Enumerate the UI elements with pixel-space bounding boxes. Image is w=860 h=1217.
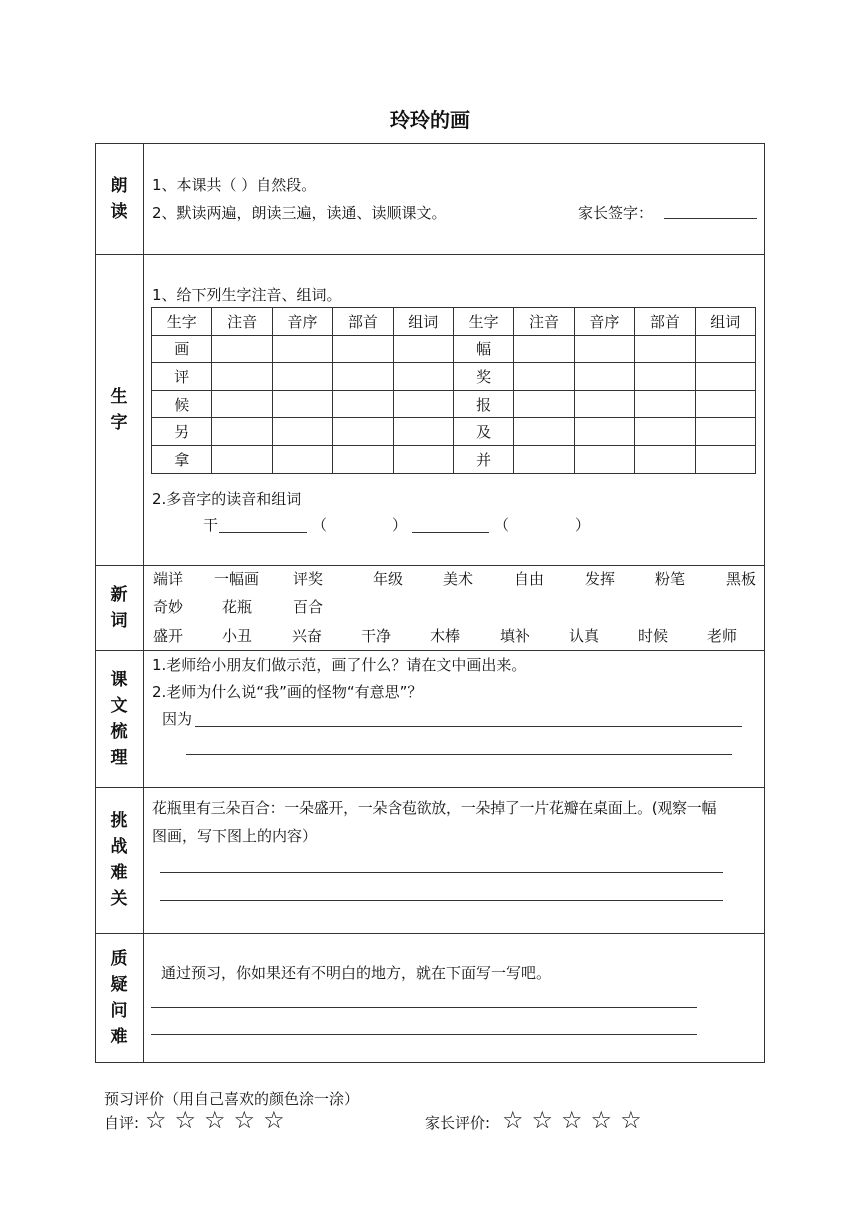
new-word: 一幅画 <box>214 570 260 588</box>
new-word: 自由 <box>514 570 545 588</box>
answer-cell[interactable] <box>695 390 755 418</box>
new-word: 美术 <box>443 570 474 588</box>
answer-line[interactable] <box>151 1007 697 1008</box>
paren-close: ） <box>575 516 591 534</box>
table-header-cell: 音序 <box>272 308 332 336</box>
answer-cell[interactable] <box>393 390 453 418</box>
answer-line[interactable] <box>160 872 723 873</box>
section-label-new-words: 新词 <box>110 584 128 631</box>
answer-cell[interactable] <box>695 335 755 363</box>
worksheet-frame <box>95 143 765 1063</box>
evaluation-title: 预习评价（用自己喜欢的颜色涂一涂） <box>104 1090 360 1108</box>
new-word: 老师 <box>707 627 738 645</box>
row-divider <box>95 650 765 651</box>
answer-cell[interactable] <box>635 418 695 446</box>
answer-line[interactable] <box>195 726 742 727</box>
new-word: 盛开 <box>153 627 184 645</box>
answer-cell[interactable] <box>695 418 755 446</box>
section-label-text-review: 课文梳理 <box>110 669 128 768</box>
character-cell: 幅 <box>453 335 513 363</box>
questions-prompt: 通过预习，你如果还有不明白的地方，就在下面写一写吧。 <box>161 964 552 982</box>
characters-instruction: 1、给下列生字注音、组词。 <box>152 286 342 304</box>
answer-cell[interactable] <box>333 445 393 473</box>
table-header-cell: 音序 <box>574 308 634 336</box>
answer-cell[interactable] <box>574 418 634 446</box>
answer-line[interactable] <box>160 900 723 901</box>
parent-evaluation-label: 家长评价: <box>425 1114 491 1132</box>
character-cell: 评 <box>152 363 212 391</box>
character-cell: 报 <box>453 390 513 418</box>
row-divider <box>95 254 765 255</box>
table-row <box>152 445 756 473</box>
polyphone-answer-line[interactable] <box>412 532 489 533</box>
new-word: 评奖 <box>293 570 324 588</box>
new-word: 小丑 <box>222 627 253 645</box>
reading-instruction: 2、默读两遍，朗读三遍，读通、读顺课文。 <box>152 204 447 222</box>
section-label-challenge: 挑战难关 <box>110 811 128 909</box>
table-row <box>152 335 756 363</box>
answer-line[interactable] <box>151 1034 697 1035</box>
row-divider <box>95 565 765 566</box>
answer-cell[interactable] <box>212 335 272 363</box>
page-title: 玲玲的画 <box>390 108 470 132</box>
parent-rating-stars[interactable]: ☆☆☆☆☆ <box>502 1106 650 1134</box>
answer-cell[interactable] <box>272 390 332 418</box>
answer-cell[interactable] <box>514 445 574 473</box>
table-header-cell: 部首 <box>635 308 695 336</box>
section-label-characters: 生字 <box>110 386 128 433</box>
answer-cell[interactable] <box>514 418 574 446</box>
review-question-2: 2.老师为什么说“我”画的怪物“有意思”？ <box>152 683 423 701</box>
answer-cell[interactable] <box>514 390 574 418</box>
answer-cell[interactable] <box>635 445 695 473</box>
character-cell: 奖 <box>453 363 513 391</box>
table-header-cell: 注音 <box>514 308 574 336</box>
new-word: 填补 <box>500 627 531 645</box>
table-header-cell: 注音 <box>212 308 272 336</box>
new-word: 干净 <box>361 627 392 645</box>
challenge-text-line2: 图画，写下图上的内容） <box>152 827 318 845</box>
answer-cell[interactable] <box>212 445 272 473</box>
label-column-divider <box>143 143 144 1063</box>
new-word: 黑板 <box>726 570 757 588</box>
new-word: 奇妙 <box>153 598 184 616</box>
answer-cell[interactable] <box>635 390 695 418</box>
character-cell: 画 <box>152 335 212 363</box>
answer-cell[interactable] <box>393 445 453 473</box>
self-rating-stars[interactable]: ☆☆☆☆☆ <box>145 1106 293 1134</box>
paren-open: （ <box>494 516 510 534</box>
table-header-row <box>152 308 756 336</box>
row-divider <box>95 787 765 788</box>
answer-cell[interactable] <box>574 335 634 363</box>
characters-table <box>151 307 756 474</box>
answer-cell[interactable] <box>514 363 574 391</box>
answer-cell[interactable] <box>574 445 634 473</box>
new-word: 年级 <box>373 570 404 588</box>
character-cell: 并 <box>453 445 513 473</box>
answer-cell[interactable] <box>635 363 695 391</box>
answer-cell[interactable] <box>272 445 332 473</box>
new-word: 兴奋 <box>292 627 323 645</box>
polyphone-title: 2.多音字的读音和组词 <box>152 490 302 508</box>
new-word: 粉笔 <box>655 570 686 588</box>
row-divider <box>95 933 765 934</box>
character-cell: 另 <box>152 418 212 446</box>
answer-cell[interactable] <box>514 335 574 363</box>
character-cell: 及 <box>453 418 513 446</box>
answer-cell[interactable] <box>695 363 755 391</box>
answer-cell[interactable] <box>393 363 453 391</box>
table-header-cell: 组词 <box>695 308 755 336</box>
answer-cell[interactable] <box>393 418 453 446</box>
polyphone-character: 干 <box>203 516 219 534</box>
parent-sign-line[interactable] <box>664 218 757 219</box>
new-word: 百合 <box>293 598 324 616</box>
answer-cell[interactable] <box>393 335 453 363</box>
answer-cell[interactable] <box>333 418 393 446</box>
table-header-cell: 部首 <box>333 308 393 336</box>
table-row <box>152 363 756 391</box>
table-row <box>152 390 756 418</box>
section-label-questions: 质疑问难 <box>110 949 128 1047</box>
table-row <box>152 418 756 446</box>
new-word: 木棒 <box>430 627 461 645</box>
table-header-cell: 组词 <box>393 308 453 336</box>
answer-cell[interactable] <box>212 363 272 391</box>
answer-line[interactable] <box>186 754 732 755</box>
new-word: 时候 <box>638 627 669 645</box>
answer-cell[interactable] <box>695 445 755 473</box>
answer-cell[interactable] <box>272 418 332 446</box>
new-word: 发挥 <box>585 570 616 588</box>
answer-cell[interactable] <box>212 418 272 446</box>
new-word: 端详 <box>153 570 184 588</box>
answer-cell[interactable] <box>333 363 393 391</box>
new-word: 花瓶 <box>222 598 253 616</box>
character-cell: 拿 <box>152 445 212 473</box>
challenge-text-line1: 花瓶里有三朵百合：一朵盛开，一朵含苞欲放，一朵掉了一片花瓣在桌面上。(观察一幅 <box>152 799 717 817</box>
answer-cell[interactable] <box>333 390 393 418</box>
answer-cell[interactable] <box>574 390 634 418</box>
answer-cell[interactable] <box>272 363 332 391</box>
answer-cell[interactable] <box>574 363 634 391</box>
parent-sign-label: 家长签字： <box>578 204 654 222</box>
polyphone-answer-line[interactable] <box>219 532 307 533</box>
self-evaluation-label: 自评: <box>104 1114 140 1132</box>
paren-close: ） <box>392 516 408 534</box>
new-word: 认真 <box>569 627 600 645</box>
paren-open: （ <box>312 516 328 534</box>
reading-paragraph-count: 1、本课共（ ）自然段。 <box>152 176 317 194</box>
answer-cell[interactable] <box>333 335 393 363</box>
because-label: 因为 <box>162 710 193 728</box>
table-header-cell: 生字 <box>152 308 212 336</box>
character-cell: 候 <box>152 390 212 418</box>
answer-cell[interactable] <box>635 335 695 363</box>
answer-cell[interactable] <box>212 390 272 418</box>
answer-cell[interactable] <box>272 335 332 363</box>
review-question-1: 1.老师给小朋友们做示范，画了什么？请在文中画出来。 <box>152 656 527 674</box>
table-header-cell: 生字 <box>453 308 513 336</box>
section-label-reading: 朗读 <box>110 175 128 222</box>
